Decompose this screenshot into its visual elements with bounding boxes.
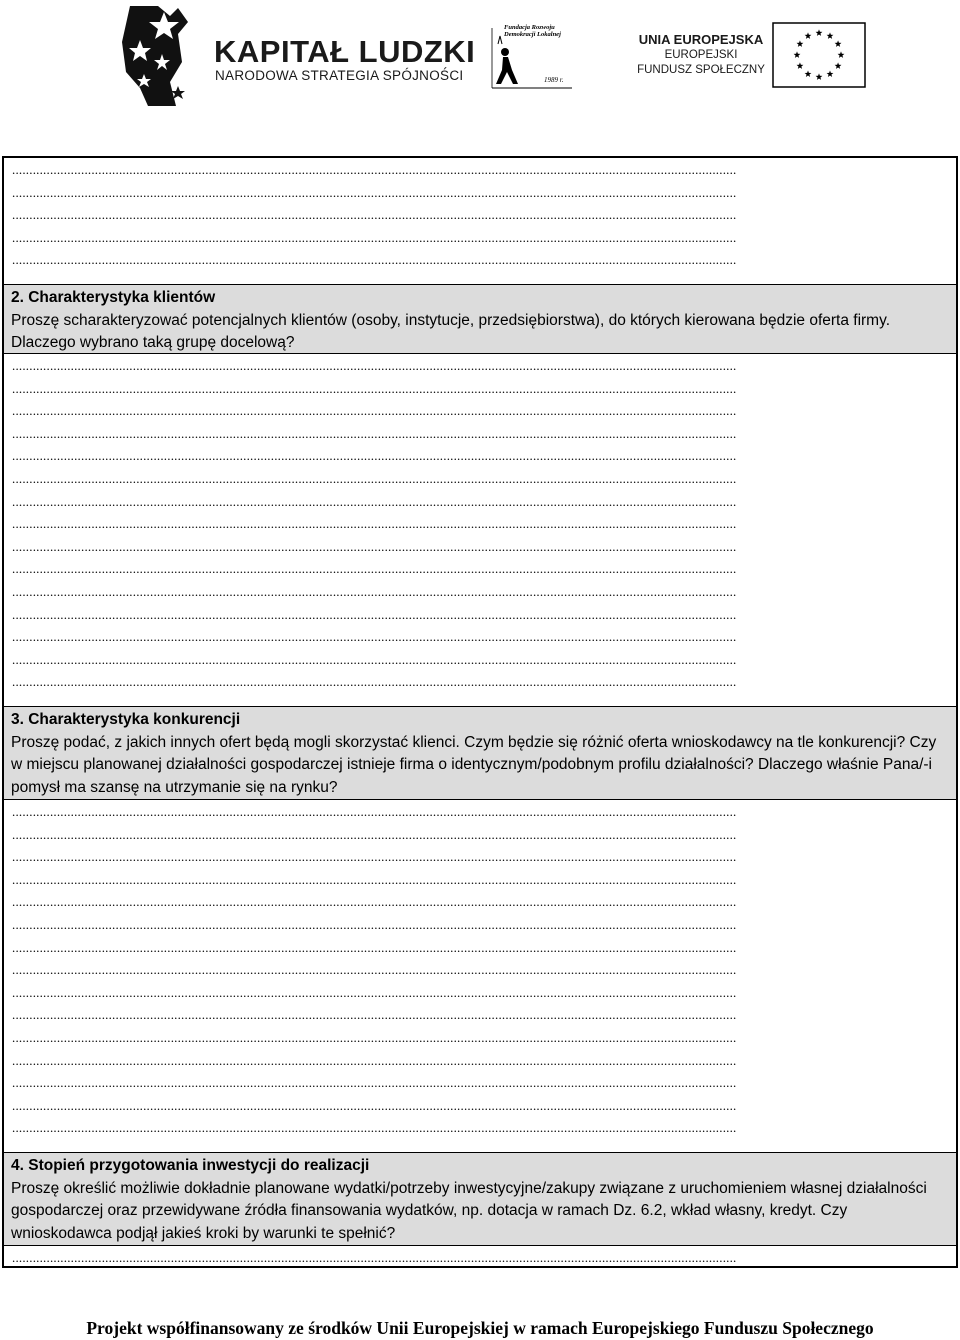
dotted-answer-line: .................................................................................................................................................................................................................. [12,629,737,645]
kapital-ludzki-subtitle: NARODOWA STRATEGIA SPÓJNOŚCI [215,68,464,83]
dotted-answer-line: .................................................................................................................................................................................................................. [12,894,737,910]
dotted-answer-line: .................................................................................................................................................................................................................. [12,674,737,690]
section-question: Proszę scharakteryzować potencjalnych klientów (osoby, instytucje, przedsiębiorstwa), do których kierowana będzie oferta firmy. Dlaczego wybrano taką grupę docelową? [11,311,891,352]
dotted-answer-line: .................................................................................................................................................................................................................. [12,849,737,865]
dotted-answer-line: .................................................................................................................................................................................................................. [12,804,737,819]
answer-lines-section-4[interactable] [12,1248,950,1268]
dotted-answer-line: .................................................................................................................................................................................................................. [12,425,737,441]
kapital-ludzki-logo-icon [118,2,193,108]
dotted-answer-line: .................................................................................................................................................................................................................. [12,380,737,396]
eu-flag-icon [772,22,866,88]
dotted-answer-line: .................................................................................................................................................................................................................. [12,1007,737,1023]
fundacja-name: Fundacja Rozwoju Demokracji Lokalnej [504,24,561,38]
ue-line-1: UNIA EUROPEJSKA [638,32,764,47]
answer-lines-section-3[interactable] [12,802,950,1146]
dotted-answer-line: .................................................................................................................................................................................................................. [12,1029,737,1045]
section-title: 3. Charakterystyka konkurencji [11,711,241,728]
dotted-answer-line: .................................................................................................................................................................................................................. [12,448,737,464]
dotted-answer-line: .................................................................................................................................................................................................................. [12,939,737,955]
answer-lines-section-2[interactable] [12,356,950,702]
section-title: 4. Stopień przygotowania inwestycji do realizacji [11,1157,370,1174]
ue-line-3: FUNDUSZ SPOŁECZNY [637,64,765,76]
dotted-answer-line: .................................................................................................................................................................................................................. [12,826,737,842]
dotted-answer-line: .................................................................................................................................................................................................................. [12,651,737,667]
business-plan-form [2,156,958,1268]
dotted-answer-line: .................................................................................................................................................................................................................. [12,516,737,532]
fundacja-year: 1989 r. [544,76,564,84]
ue-line-2: EUROPEJSKI [664,49,738,61]
footer-note: Projekt współfinansowany ze środków Unii Europejskiej w ramach Europejskiego Funduszu Społecznego [86,1318,874,1338]
dotted-answer-line: .................................................................................................................................................................................................................. [12,962,737,978]
dotted-answer-line: .................................................................................................................................................................................................................. [12,1097,737,1113]
dotted-answer-line: .................................................................................................................................................................................................................. [12,184,737,200]
dotted-answer-line: .................................................................................................................................................................................................................. [12,403,737,419]
dotted-answer-line: .................................................................................................................................................................................................................. [12,1120,737,1136]
section-clients [4,284,956,354]
dotted-answer-line: .................................................................................................................................................................................................................. [12,229,737,245]
dotted-answer-line: .................................................................................................................................................................................................................. [12,252,737,268]
section-investment-readiness [4,1152,956,1246]
dotted-answer-line: .................................................................................................................................................................................................................. [12,493,737,509]
dotted-answer-line: .................................................................................................................................................................................................................. [12,916,737,932]
dotted-answer-line: .................................................................................................................................................................................................................. [12,583,737,599]
kapital-ludzki-title: KAPITAŁ LUDZKI [214,34,476,69]
dotted-answer-line: .................................................................................................................................................................................................................. [12,1075,737,1091]
dotted-answer-line: .................................................................................................................................................................................................................. [12,871,737,887]
section-title: 2. Charakterystyka klientów [11,289,216,306]
page-header [0,0,960,120]
dotted-answer-line: .................................................................................................................................................................................................................. [12,606,737,622]
dotted-answer-line: .................................................................................................................................................................................................................. [12,561,737,577]
section-competition [4,706,956,800]
dotted-answer-line: .................................................................................................................................................................................................................. [12,358,737,373]
answer-lines-section-1[interactable] [12,160,950,270]
ue-logo-text [636,32,766,78]
dotted-answer-line: .................................................................................................................................................................................................................. [12,207,737,223]
dotted-answer-line: .................................................................................................................................................................................................................. [12,984,737,1000]
section-question: Proszę podać, z jakich innych ofert będą mogli skorzystać klienci. Czym będzie się różnić oferta wnioskodawcy na tle konkurencji? Czy w miejscu planowanej działalności gospodarczej istnieje firma o identycznym/podobnym profilu działalności? Dlaczego właśnie Pana/-i pomysł ma szansę na utrzymanie się na rynku? [11,733,937,796]
dotted-answer-line: .................................................................................................................................................................................................................. [12,162,737,177]
section-question: Proszę określić możliwie dokładnie planowane wydatki/potrzeby inwestycyjne/zakupy związane z uruchomieniem własnej działalności gospodarczej oraz przewidywane źródła finansowania wydatków, np. dotacja w ramach Dz. 6.2, wkład własny, kredyt. Czy wnioskodawca podjął jakieś kroki by warunki te spełnić? [11,1179,927,1242]
dotted-answer-line: .................................................................................................................................................................................................................. [12,1250,737,1265]
dotted-answer-line: .................................................................................................................................................................................................................. [12,470,737,486]
dotted-answer-line: .................................................................................................................................................................................................................. [12,1052,737,1068]
dotted-answer-line: .................................................................................................................................................................................................................. [12,538,737,554]
